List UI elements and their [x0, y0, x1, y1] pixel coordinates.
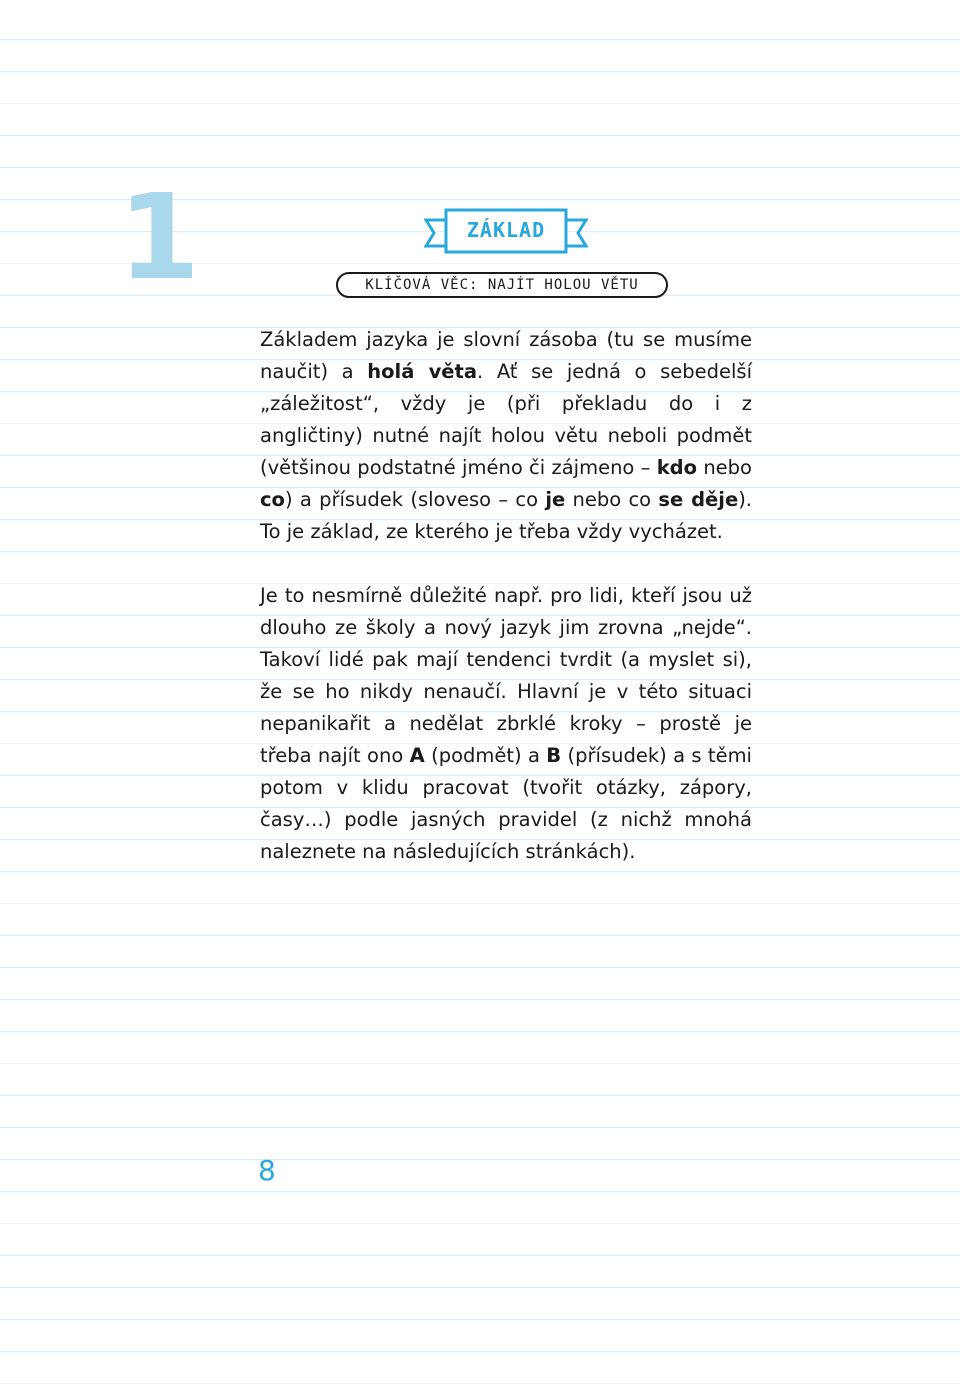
keyword-pill: KLÍČOVÁ VĚC: NAJÍT HOLOU VĚTU [336, 272, 668, 298]
text-segment: nebo [697, 456, 752, 479]
text-segment: . Ať se jedná o sebedelší „záležitost“, vždy je (při překladu do i z angličtiny) nutné najít holou větu neboli podmět (většinou podstatné jméno či zájmeno – [260, 360, 753, 479]
chapter-ribbon [424, 206, 588, 260]
text-segment: nebo co [565, 488, 659, 511]
paragraph-1 [260, 324, 752, 548]
page-number: 8 [258, 1154, 276, 1187]
text-segment: ). To je základ, ze kterého je třeba vždy vycházet. [260, 488, 753, 543]
bold-term-je: je [545, 488, 566, 511]
bold-term-kdo: kdo [656, 456, 698, 479]
text-segment: (přísudek) a s těmi potom v klidu pracovat (tvořit otázky, zápory, časy…) podle jasných pravidel (z nichž mnohá naleznete na následujících stránkách). [260, 744, 752, 863]
bold-term-co: co [260, 488, 285, 511]
body-text [260, 324, 752, 868]
chapter-number: 1 [118, 168, 197, 306]
paragraph-2 [260, 580, 752, 868]
bold-term-a: A [409, 744, 425, 767]
bold-term-hola-veta: holá věta [367, 360, 477, 383]
text-segment: (podmět) a [424, 744, 547, 767]
text-segment: ) a přísudek (sloveso – co [284, 488, 546, 511]
text-segment: Je to nesmírně důležité např. pro lidi, kteří jsou už dlouho ze školy a nový jazyk jim zrovna „nejde“. Takoví lidé pak mají tendenci tvrdit (a myslet si), že se ho nikdy nenaučí. Hlavní je v této situaci nepanikařit a nedělat zbrklé kroky – prostě je třeba najít ono [260, 584, 752, 767]
text-segment: Základem jazyka je slovní zásoba (tu se musíme naučit) a [260, 328, 752, 383]
bold-term-b: B [546, 744, 562, 767]
chapter-label: ZÁKLAD [466, 218, 546, 242]
bold-term-se-deje: se děje [658, 488, 739, 511]
